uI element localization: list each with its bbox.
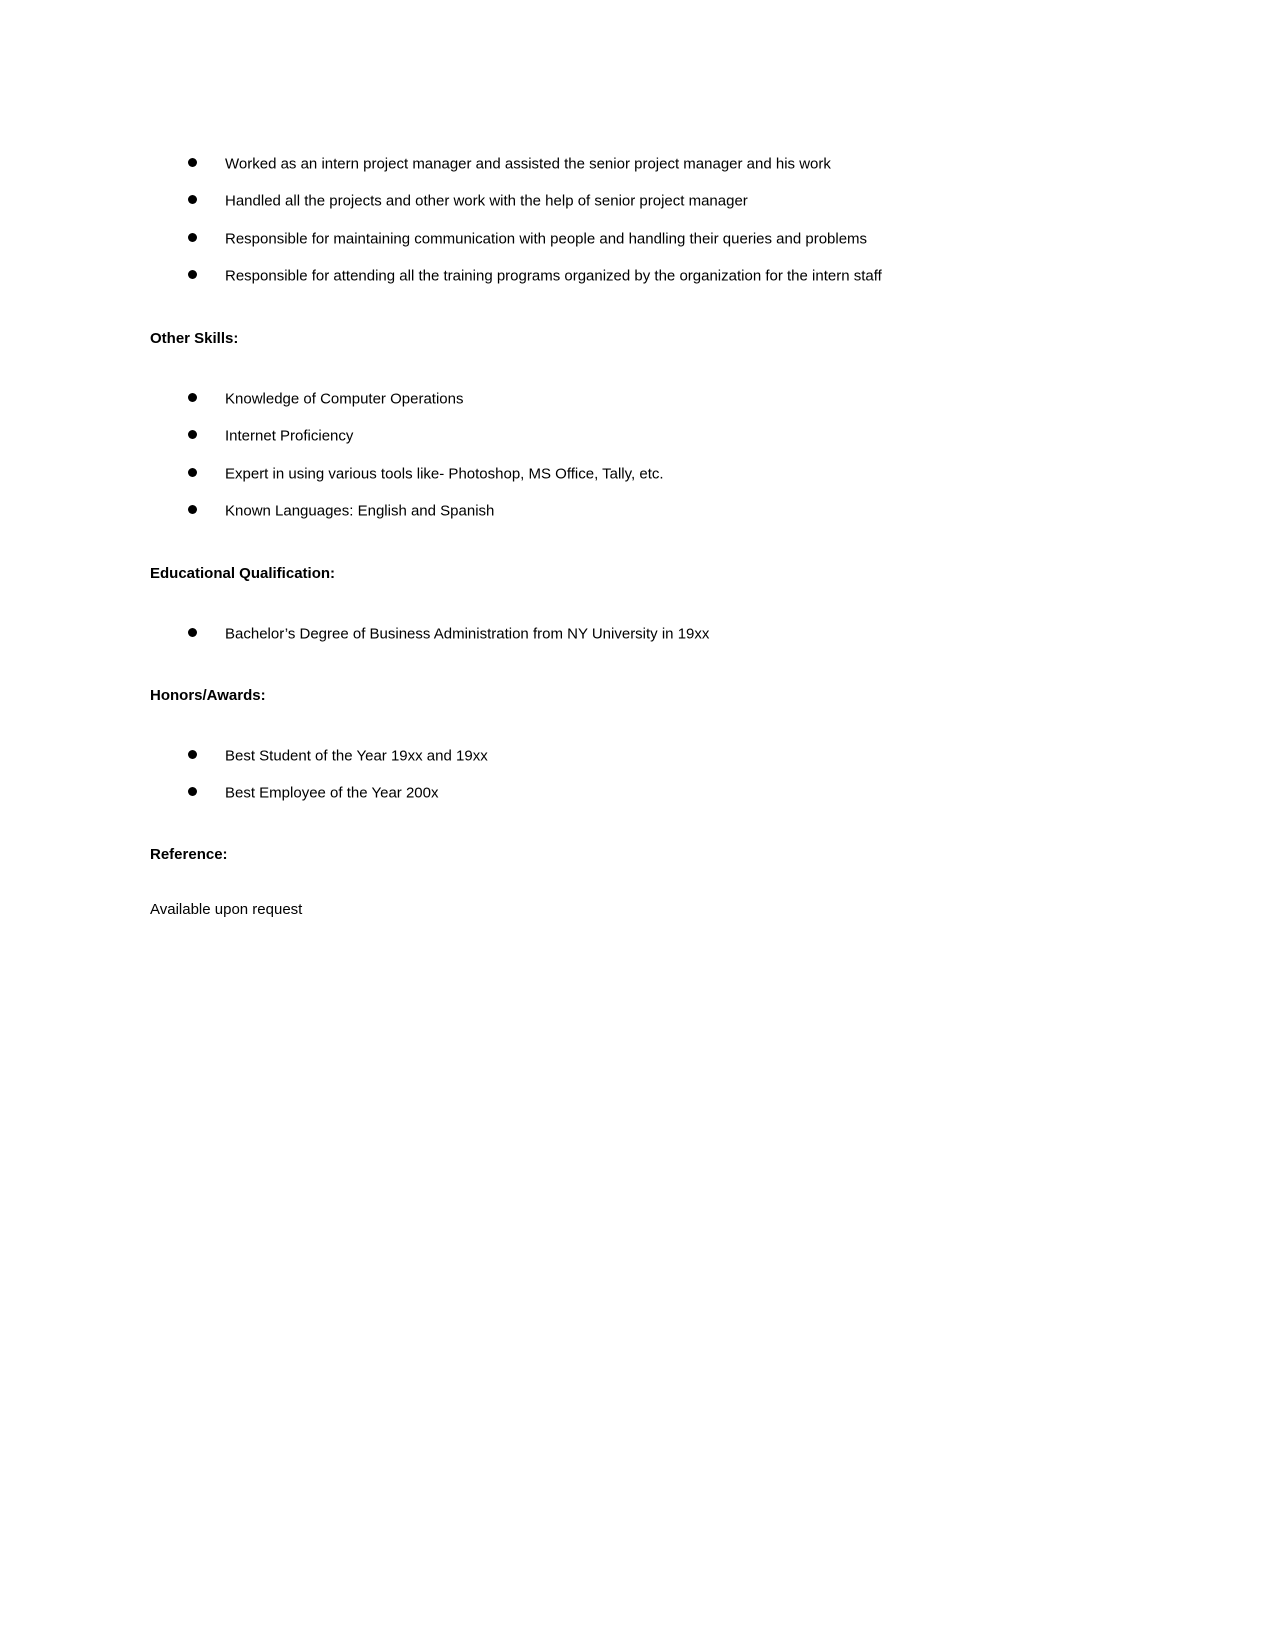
other-skills-list [150,380,1150,530]
list-item-text: Knowledge of Computer Operations [225,390,464,408]
bullet-icon [188,233,197,242]
bullet-icon [188,158,197,167]
bullet-icon [188,195,197,204]
bullet-icon [188,628,197,637]
list-item [150,145,1150,183]
list-item-text: Responsible for maintaining communication with people and handling their queries and problems [225,230,868,248]
education-heading: Educational Qualification: [150,565,336,582]
list-item-text: Bachelor’s Degree of Business Administration from NY University in 19xx [225,625,710,643]
education-list [150,615,1150,653]
list-item-text: Worked as an intern project manager and assisted the senior project manager and his work [225,155,831,173]
list-item [150,380,1150,418]
other-skills-heading: Other Skills: [150,330,239,347]
list-item [150,220,1150,258]
bullet-icon [188,468,197,477]
bullet-icon [188,270,197,279]
list-item [150,455,1150,493]
bullet-icon [188,393,197,402]
honors-list [150,737,1150,812]
list-item [150,615,1150,653]
list-item-text: Best Employee of the Year 200x [225,784,439,802]
list-item-text: Handled all the projects and other work with the help of senior project manager [225,192,748,210]
bullet-icon [188,750,197,759]
list-item-text: Known Languages: English and Spanish [225,502,495,520]
reference-heading: Reference: [150,846,228,863]
honors-heading: Honors/Awards: [150,687,266,704]
list-item-text: Internet Proficiency [225,427,354,445]
list-item-text: Responsible for attending all the training programs organized by the organization for the intern staff [225,267,882,285]
list-item [150,183,1150,221]
bullet-icon [188,505,197,514]
list-item [150,775,1150,813]
experience-list [150,145,1150,295]
list-item-text: Best Student of the Year 19xx and 19xx [225,747,488,765]
list-item [150,737,1150,775]
bullet-icon [188,430,197,439]
list-item [150,258,1150,296]
bullet-icon [188,787,197,796]
reference-text: Available upon request [150,901,303,918]
list-item-text: Expert in using various tools like- Photoshop, MS Office, Tally, etc. [225,465,664,483]
list-item [150,493,1150,531]
list-item [150,418,1150,456]
